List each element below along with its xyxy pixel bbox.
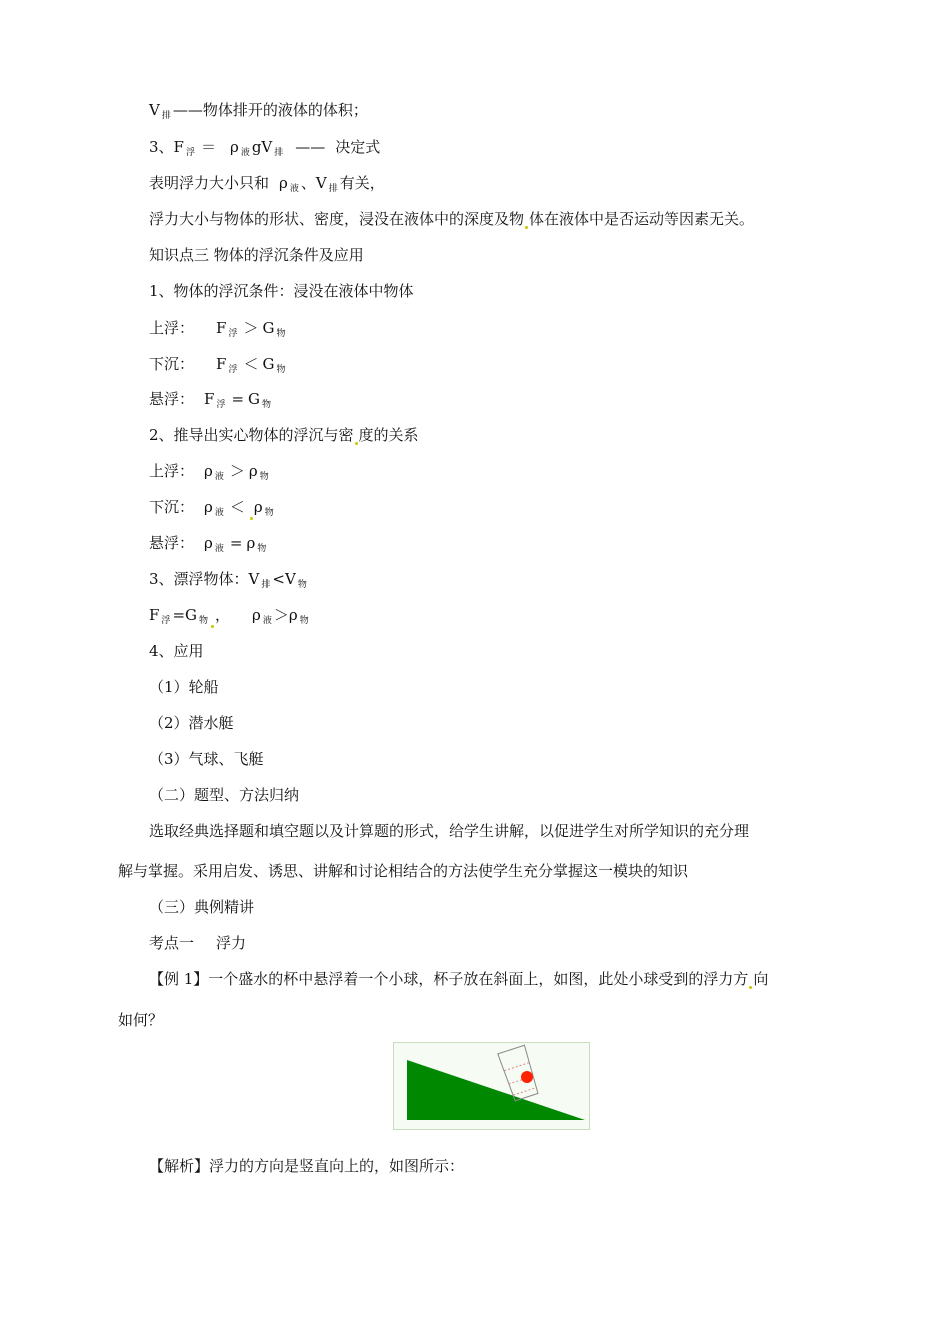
application-balloon-airship: （3）气球、飞艇 [149, 750, 264, 768]
stray-dot [525, 226, 528, 229]
buoyancy-depends-text: 表明浮力大小只和 ρ $_液$ 、V $_排$ 有关， [149, 174, 385, 194]
stray-dot [211, 625, 214, 628]
methods-paragraph-line2: 解与掌握。采用启发、诱思、讲解和讨论相结合的方法使学生充分掌握这一模块的知识 [118, 862, 689, 880]
density-relation-heading: 2、推导出实心物体的浮沉与密 度的关系 [149, 426, 419, 444]
condition-rise-density: 上浮： ρ $_液$ ＞ ρ $_物$ [149, 462, 269, 482]
condition-suspend-force: 悬浮： F $_浮$ = G $_物$ [149, 390, 272, 410]
section-heading-3: 知识点三 物体的浮沉条件及应用 [149, 246, 364, 264]
buoyancy-formula: 3、F $_浮$ ＝ ρ $_液$ gV $_排$ —— 决定式 [149, 138, 381, 158]
floating-object-volume: 3、漂浮物体：V $_排$ <V $_物$ [149, 570, 307, 590]
section-heading-methods: （二）题型、方法归纳 [149, 786, 300, 804]
methods-paragraph-line1: 选取经典选择题和填空题以及计算题的形式，给学生讲解，以促进学生对所学知识的充分理 [149, 822, 750, 840]
v-displaced-definition: V $_排$ ——物体排开的液体的体积； [149, 101, 368, 121]
applications-heading: 4、应用 [149, 642, 204, 660]
section-heading-examples: （三）典例精讲 [149, 898, 255, 916]
stray-dot [749, 986, 752, 989]
floating-object-force: F $_浮$ =G $_物$ ， ρ $_液$ ＞ρ $_物$ [149, 606, 309, 626]
condition-suspend-density: 悬浮： ρ $_液$ = ρ $_物$ [149, 534, 267, 554]
condition-rise-force: 上浮： F $_浮$ ＞ G $_物$ [149, 319, 286, 339]
buoyancy-independent-text: 浮力大小与物体的形状、密度，浸没在液体中的深度及物 体在液体中是否运动等因素无关。 [149, 210, 755, 228]
floating-ball [521, 1071, 533, 1083]
example-1-question-line1: 【例 1】一个盛水的杯中悬浮着一个小球，杯子放在斜面上，如图，此处小球受到的浮力方 向 [149, 970, 769, 988]
analysis-text: 【解析】浮力的方向是竖直向上的，如图所示： [149, 1157, 465, 1175]
stray-dot [355, 442, 358, 445]
example-1-question-line2: 如何？ [118, 1011, 164, 1029]
condition-sink-force: 下沉： F $_浮$ ＜ G $_物$ [149, 355, 286, 375]
stray-dot [250, 517, 253, 520]
application-ship: （1）轮船 [149, 678, 219, 696]
sink-float-conditions-heading: 1、物体的浮沉条件：浸没在液体中物体 [149, 282, 414, 300]
condition-sink-density: 下沉： ρ $_液$ ＜ ρ $_物$ [149, 498, 274, 518]
application-submarine: （2）潜水艇 [149, 714, 234, 732]
exam-point-heading: 考点一 浮力 [149, 934, 247, 952]
incline-cup-figure [393, 1042, 590, 1130]
